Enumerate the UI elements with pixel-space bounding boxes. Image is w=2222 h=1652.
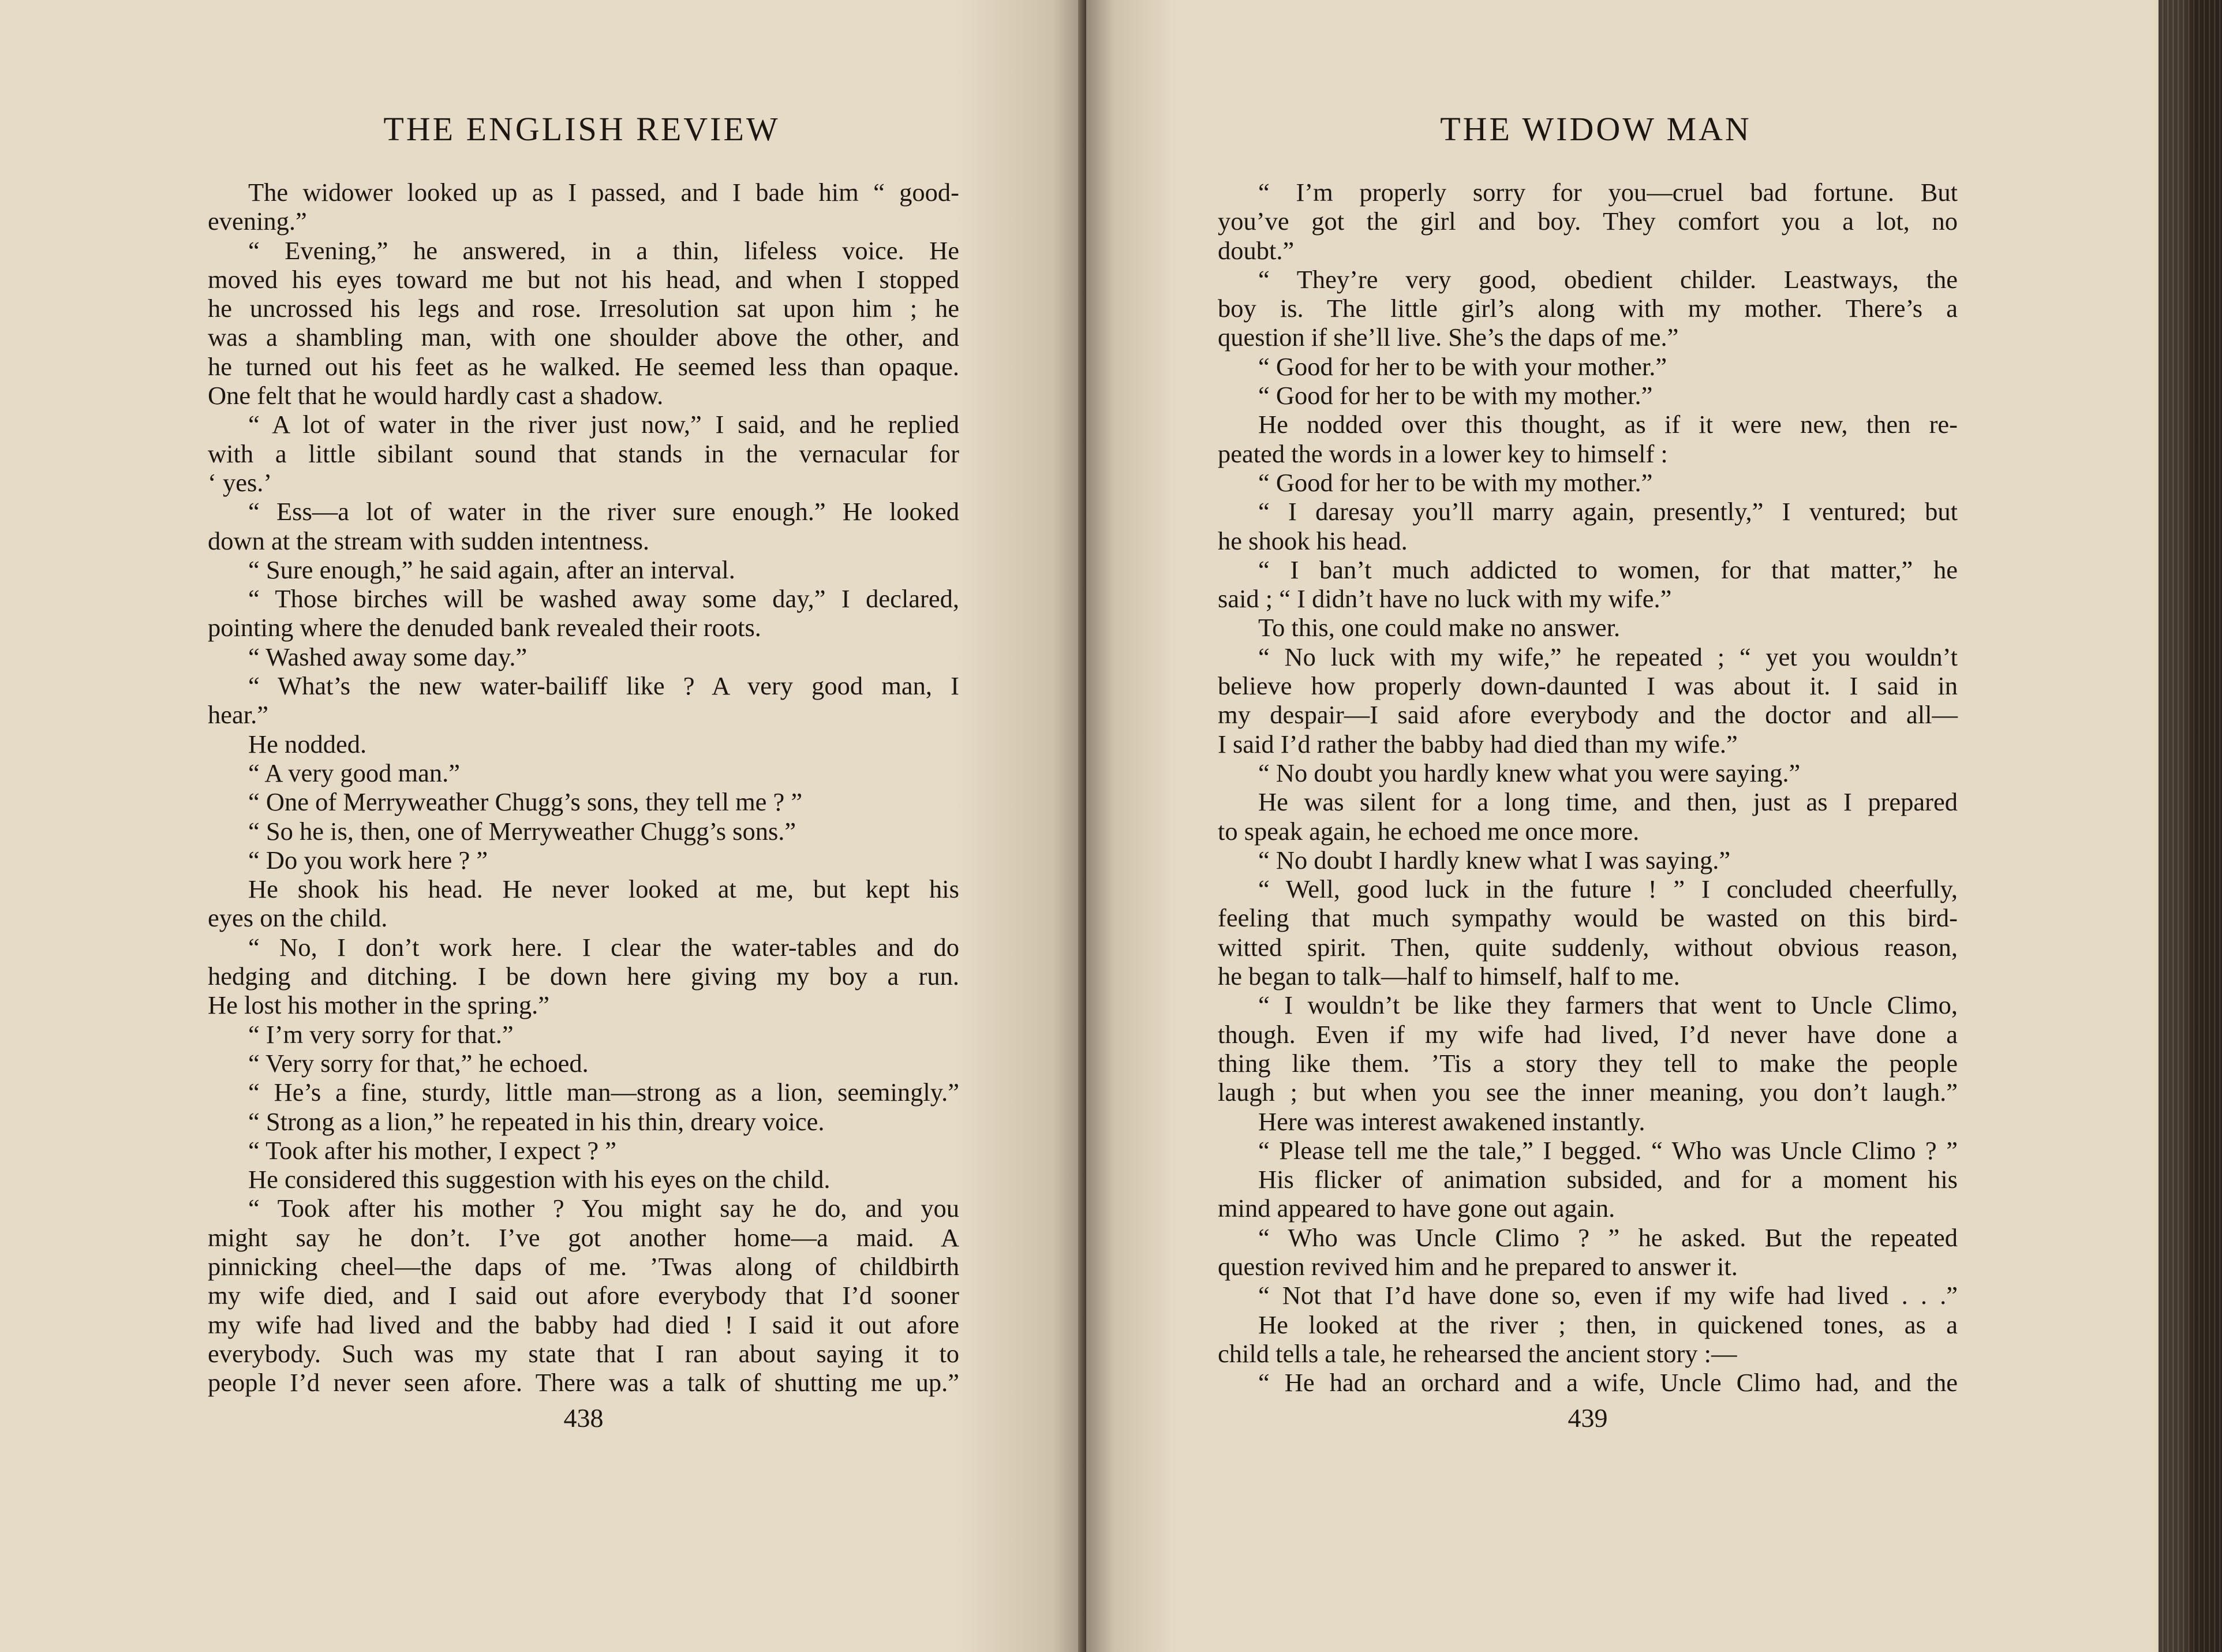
text-line: “ A lot of water in the river just now,” I said, and he replied [248,410,959,439]
text-line: was a shambling man, with one shoulder above the other, and [208,323,959,352]
text-line: One felt that he would hardly cast a shadow. [208,381,664,410]
text-line: “ Strong as a lion,” he repeated in his thin, dreary voice. [248,1107,825,1136]
text-line: “ Who was Uncle Climo ? ” he asked. But the repeated [1258,1223,1958,1252]
text-line: “ One of Merryweather Chugg’s sons, they tell me ? ” [248,787,803,817]
text-line: question revived him and he prepared to answer it. [1218,1251,1738,1281]
text-line: He shook his head. He never looked at me, but kept his [248,874,959,904]
text-line: boy is. The little girl’s along with my mother. There’s a [1218,294,1958,323]
page-number: 438 [563,1403,604,1433]
text-line: He nodded. [248,729,367,758]
text-line: “ I daresay you’ll marry again, presently,” I ventured; but [1258,497,1958,526]
text-line: laugh ; but when you see the inner meaning, you don’t laugh.” [1218,1078,1958,1107]
text-line: my despair—I said afore everybody and the doctor and all— [1218,700,1958,730]
text-line: you’ve got the girl and boy. They comfort you a lot, no [1218,207,1958,236]
text-line: Here was interest awakened instantly. [1258,1107,1645,1136]
text-line: He looked at the river ; then, in quickened tones, as a [1258,1310,1958,1339]
text-line: “ Took after his mother, I expect ? ” [248,1135,617,1165]
text-line: “ He had an orchard and a wife, Uncle Climo had, and the [1258,1368,1958,1397]
text-line: my wife had lived and the babby had died ! I said it out afore [208,1310,959,1339]
text-line: with a little sibilant sound that stands in the vernacular for [208,439,959,468]
right-page [1086,0,2222,1652]
text-line: to speak again, he echoed me once more. [1218,816,1640,846]
text-line: moved his eyes toward me but not his head, and when I stopped [208,264,959,294]
text-line: “ I’m properly sorry for you—cruel bad fortune. But [1258,178,1958,207]
text-line: “ No doubt you hardly knew what you were saying.” [1258,758,1801,787]
text-line: hedging and ditching. I be down here giving my boy a run. [208,962,959,991]
text-line: “ Washed away some day.” [248,642,528,671]
text-line: He nodded over this thought, as if it were new, then re- [1258,410,1958,439]
text-line: pinnicking cheel—the daps of me. ’Twas along of childbirth [208,1251,959,1281]
text-line: eyes on the child. [208,903,388,933]
text-line: question if she’ll live. She’s the daps of me.” [1218,323,1679,352]
text-line: “ Very sorry for that,” he echoed. [248,1048,589,1078]
text-line: he began to talk—half to himself, half to me. [1218,962,1680,991]
text-line: “ Took after his mother ? You might say he do, and you [248,1194,959,1223]
text-line: my wife died, and I said out afore everybody that I’d sooner [208,1281,959,1310]
text-line: I said I’d rather the babby had died than my wife.” [1218,729,1738,758]
text-line: though. Even if my wife had lived, I’d never have done a [1218,1019,1958,1049]
text-line: “ They’re very good, obedient childer. Leastways, the [1258,264,1958,294]
text-line: ‘ yes.’ [208,468,272,497]
text-line: “ Those birches will be washed away some day,” I declared, [248,584,959,614]
text-line: “ Good for her to be with my mother.” [1258,468,1653,497]
text-line: He lost his mother in the spring.” [208,991,550,1020]
text-line: doubt.” [1218,236,1295,265]
page-number: 439 [1568,1403,1608,1433]
text-line: thing like them. ’Tis a story they tell to make the people [1218,1048,1958,1078]
text-line: He considered this suggestion with his eyes on the child. [248,1165,831,1194]
text-line: pointing where the denuded bank revealed their roots. [208,613,761,642]
text-line: “ No doubt I hardly knew what I was saying.” [1258,845,1731,874]
text-line: child tells a tale, he rehearsed the ancient story :— [1218,1339,1737,1368]
text-line: he shook his head. [1218,526,1408,555]
text-line: “ Do you work here ? ” [248,845,488,874]
page-text [208,178,959,1397]
text-line: hear.” [208,700,268,730]
text-line: “ Please tell me the tale,” I begged. “ Who was Uncle Climo ? ” [1258,1135,1958,1165]
text-line: he uncrossed his legs and rose. Irresolution sat upon him ; he [208,294,959,323]
text-line: “ No, I don’t work here. I clear the water-tables and do [248,932,959,962]
text-line: “ Well, good luck in the future ! ” I concluded cheerfully, [1258,874,1958,904]
text-line: “ Good for her to be with your mother.” [1258,352,1667,381]
text-line: “ Not that I’d have done so, even if my wife had lived . . .” [1258,1281,1958,1310]
text-line: “ So he is, then, one of Merryweather Chugg’s sons.” [248,816,796,846]
text-line: believe how properly down-daunted I was about it. I said in [1218,671,1958,701]
text-line: His flicker of animation subsided, and for a moment his [1258,1165,1958,1194]
text-line: feeling that much sympathy would be wasted on this bird- [1218,903,1958,933]
text-line: “ I wouldn’t be like they farmers that went to Uncle Climo, [1258,991,1958,1020]
fore-edge [2159,0,2222,1652]
text-line: “ Evening,” he answered, in a thin, lifeless voice. He [248,236,959,265]
text-line: people I’d never seen afore. There was a talk of shutting me up.” [208,1368,959,1397]
text-line: said ; “ I didn’t have no luck with my wife.” [1218,584,1672,614]
text-line: “ I ban’t much addicted to women, for that matter,” he [1258,555,1958,584]
text-line: “ Sure enough,” he said again, after an interval. [248,555,735,584]
text-line: “ I’m very sorry for that.” [248,1019,514,1049]
page-text [1218,178,1958,1397]
text-line: down at the stream with sudden intentness. [208,526,650,555]
text-line: everybody. Such was my state that I ran about saying it to [208,1339,959,1368]
text-line: evening.” [208,207,307,236]
text-line: he turned out his feet as he walked. He seemed less than opaque. [208,352,959,381]
text-line: witted spirit. Then, quite suddenly, without obvious reason, [1218,932,1958,962]
text-line: “ Good for her to be with my mother.” [1258,381,1653,410]
text-line: He was silent for a long time, and then, just as I prepared [1258,787,1958,817]
text-line: peated the words in a lower key to himself : [1218,439,1668,468]
running-head: THE WIDOW MAN [1440,110,1752,148]
text-line: “ He’s a fine, sturdy, little man—strong as a lion, seemingly.” [248,1078,959,1107]
text-line: “ Ess—a lot of water in the river sure enough.” He looked [248,497,959,526]
text-line: “ No luck with my wife,” he repeated ; “ yet you wouldn’t [1258,642,1958,671]
text-line: “ A very good man.” [248,758,461,787]
text-line: The widower looked up as I passed, and I bade him “ good- [248,178,959,207]
text-line: To this, one could make no answer. [1258,613,1621,642]
running-head: THE ENGLISH REVIEW [383,110,780,148]
text-line: mind appeared to have gone out again. [1218,1194,1615,1223]
text-line: “ What’s the new water-bailiff like ? A very good man, I [248,671,959,701]
left-page [0,0,1086,1652]
text-line: might say he don’t. I’ve got another home—a maid. A [208,1223,959,1252]
